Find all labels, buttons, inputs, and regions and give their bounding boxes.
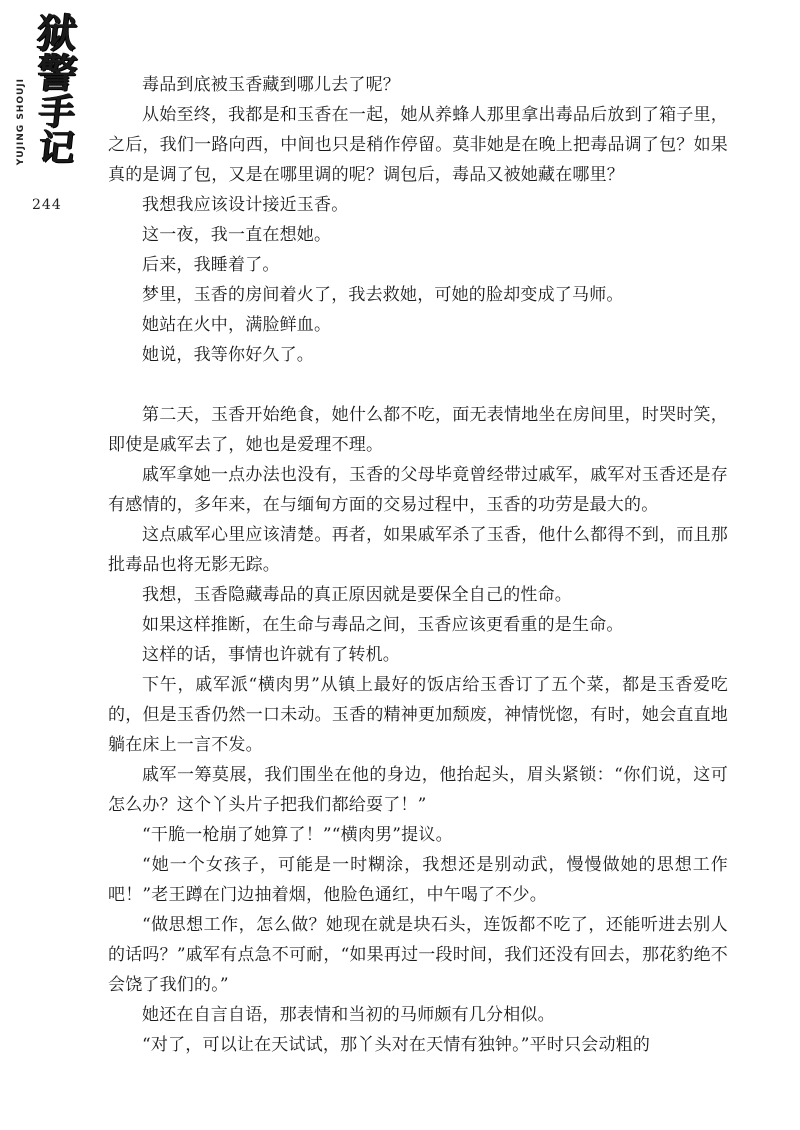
paragraph: 我想，玉香隐藏毒品的真正原因就是要保全自己的性命。	[142, 585, 572, 605]
paragraph: 戚军拿她一点办法也没有，玉香的父母毕竟曾经带过戚军，戚军对玉香还是存有感情的，多年来，在与缅甸方面的交易过程中，玉香的功劳是最大的。	[108, 465, 728, 515]
page-number: 244	[32, 197, 62, 213]
paragraph: 她说，我等你好久了。	[142, 345, 314, 365]
paragraph: 这点戚军心里应该清楚。再者，如果戚军杀了玉香，他什么都得不到，而且那批毒品也将无影无踪。	[108, 525, 728, 575]
logo-char: 记	[36, 127, 76, 169]
paragraph: 第二天，玉香开始绝食，她什么都不吃，面无表情地坐在房间里，时哭时笑，即使是戚军去了，她也是爱理不理。	[108, 405, 728, 455]
paragraph: “干脆一枪崩了她算了！”“横肉男”提议。	[142, 825, 453, 845]
paragraph: 后来，我睡着了。	[142, 255, 280, 275]
body-text	[108, 70, 728, 1060]
paragraph: 梦里，玉香的房间着火了，我去救她，可她的脸却变成了马师。	[142, 285, 624, 305]
paragraph: “对了，可以让在天试试，那丫头对在天情有独钟。”平时只会动粗的	[142, 1035, 651, 1055]
paragraph: 我想我应该设计接近玉香。	[142, 195, 349, 215]
paragraph: 这一夜，我一直在想她。	[142, 225, 332, 245]
paragraph: 她还在自言自语，那表情和当初的马师颇有几分相似。	[142, 1005, 555, 1025]
paragraph: “她一个女孩子，可能是一时糊涂，我想还是别动武，慢慢做她的思想工作吧！”老王蹲在门边抽着烟，他脸色通红，中午喝了不少。	[108, 855, 728, 905]
book-title-latin: YUJING SHOUJI	[16, 78, 26, 166]
logo-char: 狱	[34, 10, 78, 57]
paragraph: 这样的话，事情也许就有了转机。	[142, 645, 400, 665]
section-break	[108, 370, 728, 400]
logo-char: 警	[34, 50, 78, 97]
paragraph: 戚军一筹莫展，我们围坐在他的身边，他抬起头，眉头紧锁：“你们说，这可怎么办？这个丫头片子把我们都给耍了！”	[108, 765, 728, 815]
paragraph: 下午，戚军派“横肉男”从镇上最好的饭店给玉香订了五个菜，都是玉香爱吃的，但是玉香仍然一口未动。玉香的精神更加颓废，神情恍惚，有时，她会直直地躺在床上一言不发。	[108, 675, 728, 755]
paragraph: “做思想工作，怎么做？她现在就是块石头，连饭都不吃了，还能听进去别人的话吗？”戚军有点急不可耐，“如果再过一段时间，我们还没有回去，那花豹绝不会饶了我们的。”	[108, 915, 728, 995]
paragraph: 如果这样推断，在生命与毒品之间，玉香应该更看重的是生命。	[142, 615, 624, 635]
logo-char: 手	[36, 91, 76, 133]
paragraph: 从始至终，我都是和玉香在一起，她从养蜂人那里拿出毒品后放到了箱子里，之后，我们一路向西，中间也只是稍作停留。莫非她是在晚上把毒品调了包？如果真的是调了包，又是在哪里调的呢？调包后，毒品又被她藏在哪里？	[108, 105, 728, 185]
book-logo	[10, 10, 106, 214]
paragraph: 她站在火中，满脸鲜血。	[142, 315, 332, 335]
book-title-logo	[16, 10, 96, 169]
paragraph: 毒品到底被玉香藏到哪儿去了呢？	[142, 75, 400, 95]
